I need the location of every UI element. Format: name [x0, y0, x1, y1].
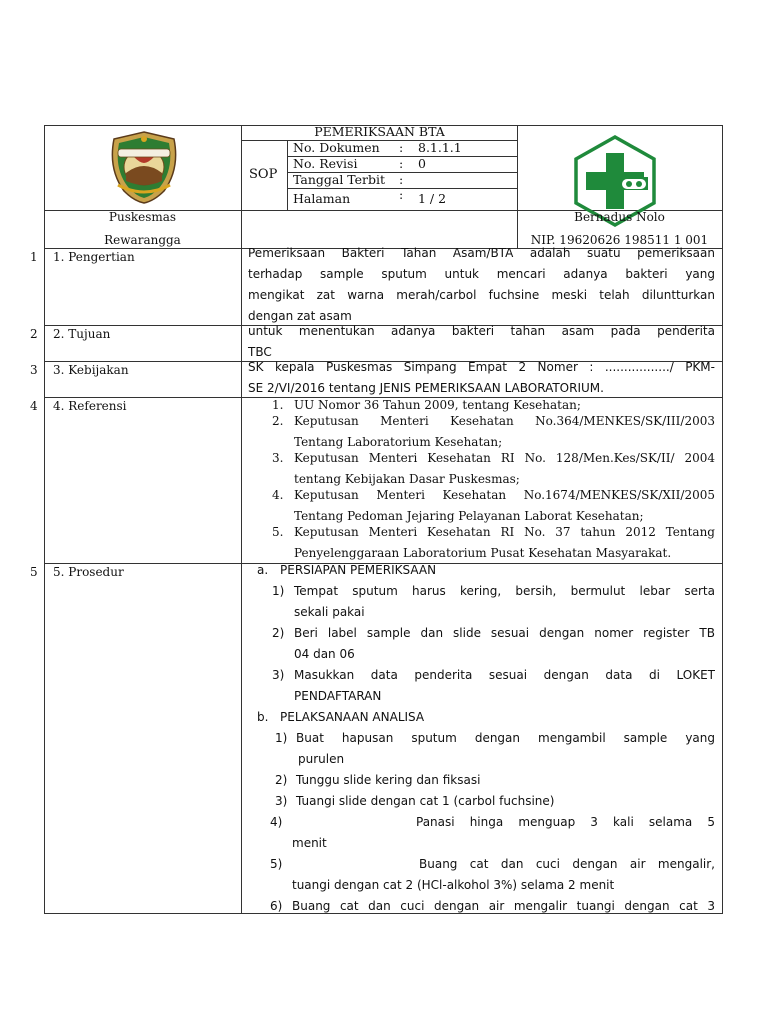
ref-number: 3.: [272, 451, 284, 465]
body-line: Buang cat dan cuci dengan air mengalir tuangi dengan cat 3: [292, 899, 715, 913]
row-number: 4: [30, 399, 38, 413]
meta-sep: :: [399, 187, 404, 202]
sop-label: SOP: [249, 167, 278, 182]
body-line: Panasi hinga menguap 3 kali selama 5: [416, 815, 715, 829]
signatory-nip: NIP. 19620626 198511 1 001: [530, 233, 709, 247]
body-line: sekali pakai: [294, 605, 365, 619]
ref-text-cont: Tentang Pedoman Jejaring Pelayanan Laborat Kesehatan;: [294, 509, 644, 523]
meta-value: 0: [418, 156, 426, 171]
meta-sep: :: [399, 156, 404, 171]
list-marker: 5): [270, 857, 283, 871]
body-line: Tuangi slide dengan cat 1 (carbol fuchsine): [296, 794, 555, 808]
body-line: Buang cat dan cuci dengan air mengalir,: [419, 857, 715, 871]
body-line: TBC: [248, 345, 272, 359]
ref-text: Keputusan Menteri Kesehatan No.364/MENKES/SK/III/2003: [294, 414, 715, 428]
body-line: Masukkan data penderita sesuai dengan data di LOKET: [294, 668, 715, 682]
body-line: tuangi dengan cat 2 (HCl-alkohol 3%) selama 2 menit: [292, 878, 615, 892]
row-number: 3: [30, 363, 38, 377]
ref-number: 4.: [272, 488, 284, 502]
body-line: 04 dan 06: [294, 647, 355, 661]
body-line: mengikat zat warna merah/carbol fuchsine meski telah diluntturkan: [248, 288, 715, 302]
row-label: 4. Referensi: [53, 399, 127, 413]
ref-text: Keputusan Menteri Kesehatan RI No. 128/Men.Kes/SK/II/ 2004: [294, 451, 715, 465]
list-marker: 1): [272, 584, 285, 598]
list-marker: 3): [272, 668, 285, 682]
meta-sep: :: [399, 140, 404, 155]
regional-emblem-icon: [104, 129, 184, 205]
meta-sep: :: [399, 172, 404, 187]
ref-number: 5.: [272, 525, 284, 539]
list-marker: 2): [272, 626, 285, 640]
body-line: PENDAFTARAN: [294, 689, 382, 703]
body-line: Tunggu slide kering dan fiksasi: [296, 773, 481, 787]
body-line: dengan zat asam: [248, 309, 352, 323]
meta-label: Tanggal Terbit: [293, 172, 386, 187]
row-number: 1: [30, 250, 38, 264]
row-number: 5: [30, 565, 38, 579]
body-line: Tempat sputum harus kering, bersih, bermulut lebar serta: [294, 584, 715, 598]
body-line: untuk menentukan adanya bakteri tahan asam pada penderita: [248, 324, 715, 338]
list-marker: 2): [275, 773, 288, 787]
body-line: menit: [292, 836, 327, 850]
meta-label: Halaman: [293, 191, 351, 206]
ref-number: 2.: [272, 414, 284, 428]
row-label: 3. Kebijakan: [53, 363, 129, 377]
body-line: Pemeriksaan Bakteri Tahan Asam/BTA adalah suatu pemeriksaan: [248, 246, 715, 260]
ref-text: Keputusan Menteri Kesehatan RI No. 37 tahun 2012 Tentang: [294, 525, 715, 539]
subsection-title: PELAKSANAAN ANALISA: [280, 710, 425, 724]
list-marker: 1): [275, 731, 288, 745]
signatory-name: Bernadus Nolo: [574, 210, 665, 224]
ref-text-cont: Tentang Laboratorium Kesehatan;: [294, 435, 503, 449]
ref-number: 1.: [272, 398, 284, 412]
list-marker: 3): [275, 794, 288, 808]
list-marker: b.: [257, 710, 269, 724]
body-line: Buat hapusan sputum dengan mengambil sample yang: [296, 731, 715, 745]
body-line: Beri label sample dan slide sesuai dengan nomer register TB: [294, 626, 715, 640]
body-line: purulen: [298, 752, 345, 766]
meta-value: 8.1.1.1: [418, 140, 462, 155]
row-label: 2. Tujuan: [53, 327, 111, 341]
body-line: SE 2/VI/2016 tentang JENIS PEMERIKSAAN LABORATORIUM.: [248, 381, 604, 395]
body-line: SK kepala Puskesmas Simpang Empat 2 Nomer : ................./ PKM-: [248, 360, 715, 374]
document-title: PEMERIKSAAN BTA: [314, 124, 445, 139]
row-label: 5. Prosedur: [53, 565, 124, 579]
body-line: terhadap sample sputum untuk mencari adanya bakteri yang: [248, 267, 715, 281]
subsection-title: PERSIAPAN PEMERIKSAAN: [280, 563, 437, 577]
list-marker: a.: [257, 563, 269, 577]
row-label: 1. Pengertian: [53, 250, 135, 264]
ref-text: UU Nomor 36 Tahun 2009, tentang Kesehatan;: [294, 398, 581, 412]
org-name-line2: Rewarangga: [104, 233, 181, 247]
list-marker: 4): [270, 815, 283, 829]
ref-text-cont: tentang Kebijakan Dasar Puskesmas;: [294, 472, 520, 486]
meta-label: No. Dokumen: [293, 140, 380, 155]
org-name-line1: Puskesmas: [108, 210, 177, 224]
ref-text-cont: Penyelenggaraan Laboratorium Pusat Kesehatan Masyarakat.: [294, 546, 672, 560]
meta-label: No. Revisi: [293, 156, 358, 171]
row-number: 2: [30, 327, 38, 341]
list-marker: 6): [270, 899, 283, 913]
ref-text: Keputusan Menteri Kesehatan No.1674/MENKES/SK/XII/2005: [294, 488, 715, 502]
meta-value: 1 / 2: [418, 191, 447, 206]
